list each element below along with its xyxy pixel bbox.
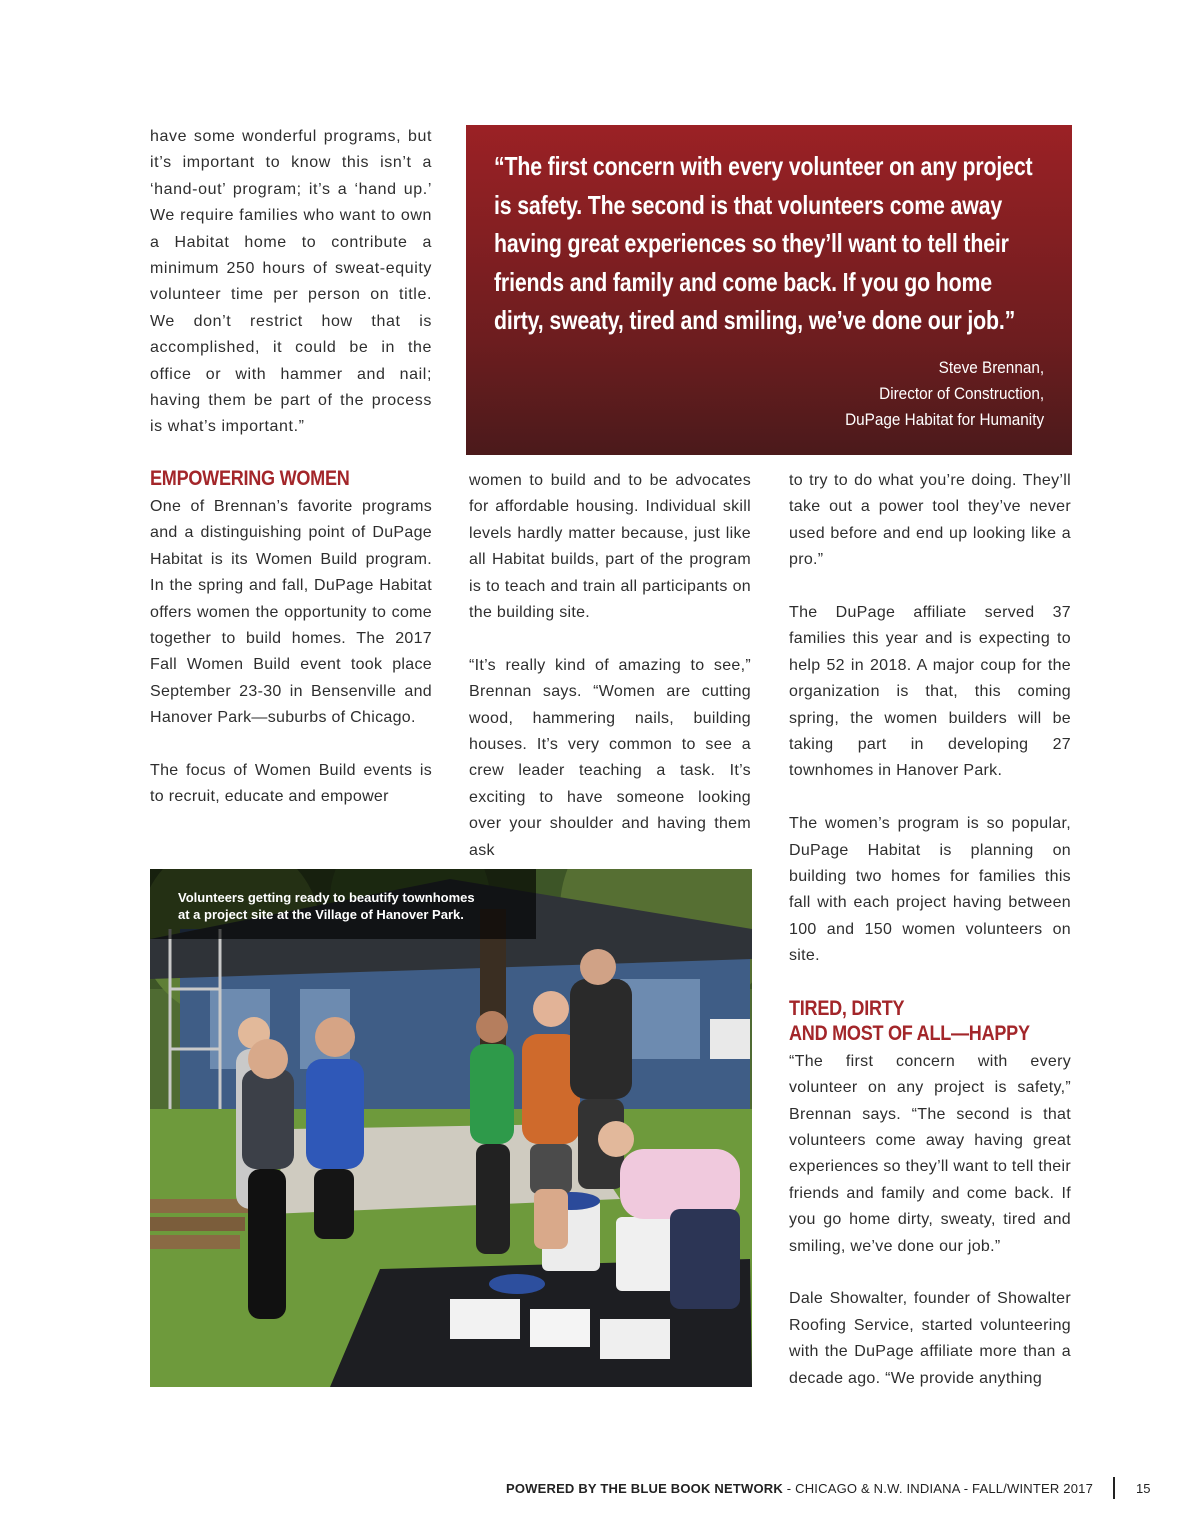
footer-edition: - CHICAGO & N.W. INDIANA - FALL/WINTER 2017: [782, 1481, 1093, 1496]
body-paragraph: Dale Showalter, founder of Showalter Roofing Service, started volunteering with the DuPage affiliate more than a decade ago. “We provide anything: [789, 1290, 1071, 1387]
column-3: [789, 468, 1071, 1392]
volunteers-photo-illustration: [150, 869, 752, 1387]
body-paragraph: One of Brennan’s favorite programs and a distinguishing point of DuPage Habitat is its Women Build program. In the spring and fall, DuPage Habitat offers women the opportunity to come together to build homes. The 2017 Fall Women Build event took place September 23-30 in Bensenville and Hanover Park—suburbs of Chicago.: [150, 498, 432, 727]
body-paragraph: women to build and to be advocates for affordable housing. Individual skill levels hardly matter because, just like all Habitat builds, part of the program is to teach and train all participants on the building site.: [469, 472, 751, 622]
attribution-name: Steve Brennan,: [938, 358, 1044, 377]
page-footer: [0, 1479, 1200, 1499]
column-1-top: [150, 124, 432, 441]
body-paragraph: The women’s program is so popular, DuPage Habitat is planning on building two homes for families this fall with each project having between 100 and 150 women volunteers on site.: [789, 815, 1071, 965]
footer-running-title: [506, 1481, 1093, 1496]
attribution-org: DuPage Habitat for Humanity: [845, 410, 1044, 429]
heading-line: TIRED, DIRTY: [789, 996, 905, 1020]
attribution-title: Director of Construction,: [879, 384, 1044, 403]
body-paragraph: “It’s really kind of amazing to see,” Brennan says. “Women are cutting wood, hammering nails, building houses. It’s very common to see a crew leader teaching a task. It’s exciting to have someone looking over your shoulder and having them ask: [469, 656, 751, 859]
body-paragraph: have some wonderful programs, but it’s important to know this isn’t a ‘hand-out’ program; it’s a ‘hand up.’ We require families who want to own a Habitat home to contribute a minimum 250 hours of sweat-equity volunteer time per person on title. We don’t restrict how that is accomplished, it could be in the office or with hammer and nail; having them be part of the process is what’s important.”: [150, 128, 432, 436]
pull-quote-text: “The first concern with every volunteer on any project is safety. The second is that volunteers come away having great experiences so they’ll want to tell their friends and family and come back. If you go home dirty, sweaty, tired and smiling, we’ve done our job.”: [494, 151, 1033, 335]
footer-divider: [1113, 1477, 1115, 1499]
caption-line: Volunteers getting ready to beautify townhomes: [178, 890, 475, 905]
body-paragraph: The focus of Women Build events is to recruit, educate and empower: [150, 762, 432, 806]
footer-brand: POWERED BY THE BLUE BOOK NETWORK: [505, 1481, 783, 1496]
body-paragraph: to try to do what you’re doing. They’ll take out a power tool they’ve never used before and end up looking like a pro.”: [789, 472, 1071, 569]
column-1-section: [150, 466, 432, 811]
photo-caption: [150, 869, 536, 939]
section-heading-tired-dirty: [789, 996, 1032, 1046]
page-number: 15: [1136, 1481, 1151, 1496]
volunteers-photo: [150, 869, 752, 1387]
body-paragraph: The DuPage affiliate served 37 families this year and is expecting to help 52 in 2018. A major coup for the organization is that, this coming spring, the women builders will be taking part in developing 27 townhomes in Hanover Park.: [789, 604, 1071, 780]
heading-line: AND MOST OF ALL—HAPPY: [789, 1021, 1030, 1045]
body-paragraph: “The first concern with every volunteer on any project is safety,” Brennan says. “The second is that volunteers come away having great experiences so they’ll want to tell their friends and family and come back. If you go home dirty, sweaty, tired and smiling, we’ve done our job.”: [789, 1052, 1071, 1255]
pull-quote-box: [466, 125, 1072, 455]
caption-line: at a project site at the Village of Hanover Park.: [178, 907, 464, 922]
section-heading-empowering-women: EMPOWERING WOMEN: [150, 467, 350, 490]
column-2: [469, 468, 751, 864]
pull-quote-attribution: [845, 355, 1044, 433]
